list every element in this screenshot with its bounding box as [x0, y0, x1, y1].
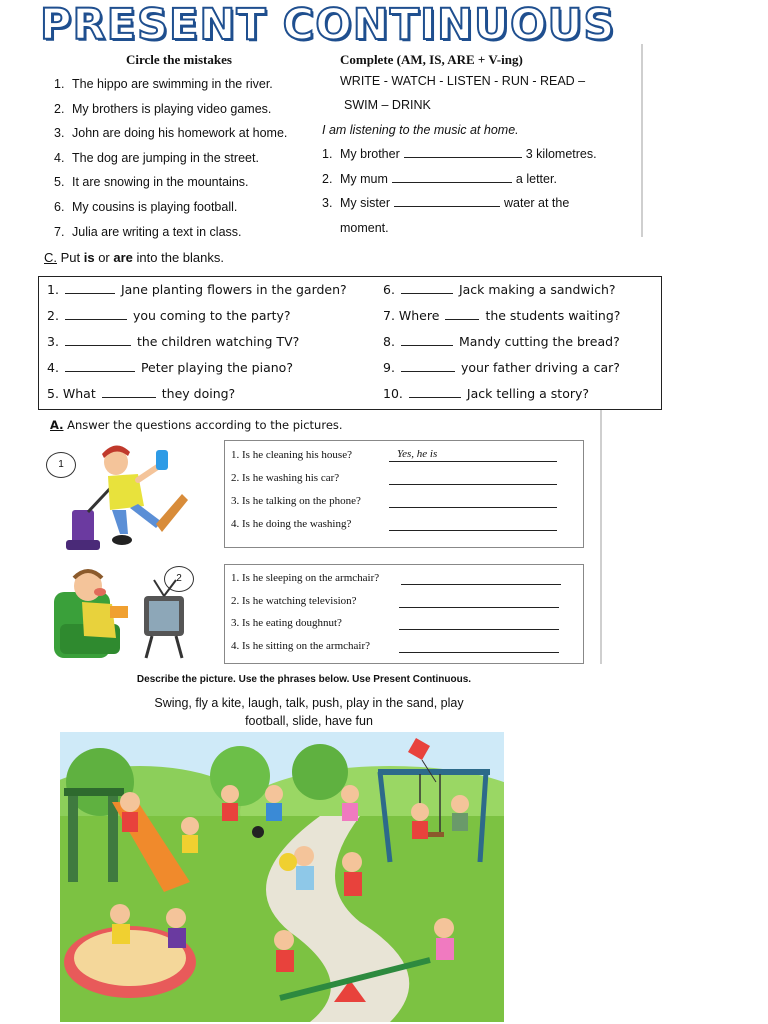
p2-answer-line-2[interactable]: [399, 607, 559, 608]
mistake-item: [54, 121, 287, 146]
answer-blank[interactable]: [65, 360, 135, 372]
complete-item: [322, 195, 597, 220]
p1-answer-line-1[interactable]: [389, 461, 557, 462]
p2-answer-line-3[interactable]: [399, 629, 559, 630]
p1-answer-line-4[interactable]: [389, 530, 557, 531]
item-text[interactable]: It are snowing in the mountains.: [72, 175, 249, 190]
item-rest: Peter playing the piano?: [140, 360, 293, 375]
p2-question-3: 3. Is he eating doughnut?: [231, 617, 342, 629]
section-c-letter: C.: [44, 250, 57, 265]
word-are: are: [113, 250, 133, 265]
circle-mistakes-heading: Circle the mistakes: [126, 52, 232, 67]
verbs-line-1: WRITE - WATCH - LISTEN - RUN - READ –: [340, 74, 586, 88]
item-text[interactable]: Julia are writing a text in class.: [72, 224, 242, 239]
is-are-item: [47, 308, 291, 323]
item-rest: 3 kilometres.: [525, 147, 597, 161]
item-prefix: 8.: [383, 334, 395, 349]
is-are-item: [383, 334, 620, 349]
item-prefix: 5. What: [47, 386, 96, 401]
is-are-exercise-box: [38, 276, 662, 410]
p1-question-2: 2. Is he washing his car?: [231, 472, 340, 484]
item-text[interactable]: The hippo are swimming in the river.: [72, 77, 273, 91]
p2-answer-line-1[interactable]: [401, 584, 561, 585]
item-subject: My brother: [340, 147, 400, 161]
item-rest: Jack telling a story?: [466, 386, 590, 401]
item-prefix: 9.: [383, 360, 395, 375]
answer-blank[interactable]: [394, 195, 500, 207]
p1-question-3: 3. Is he talking on the phone?: [231, 495, 361, 507]
is-are-item: [383, 386, 589, 401]
phrases-box: [150, 694, 468, 730]
mistake-item: [54, 170, 287, 195]
item-rest: water at the: [504, 196, 570, 211]
phrases-line-2: football, slide, have fun: [245, 714, 373, 728]
complete-item: [322, 171, 597, 196]
picture-1-questions: [224, 440, 584, 548]
complete-list: [322, 146, 597, 220]
item-rest: Mandy cutting the bread?: [458, 334, 620, 349]
phrases-line-1: Swing, fly a kite, laugh, talk, push, play in the sand, play: [154, 696, 464, 710]
item-number: 1.: [54, 77, 65, 91]
item-subject: My sister: [340, 196, 390, 211]
p1-question-4: 4. Is he doing the washing?: [231, 518, 352, 530]
section-a-instruction: [50, 418, 343, 432]
item-prefix: 2.: [47, 308, 59, 323]
item-text[interactable]: The dog are jumping in the street.: [72, 150, 259, 165]
answer-blank[interactable]: [102, 386, 156, 398]
p1-question-1: 1. Is he cleaning his house?: [231, 449, 352, 461]
section-a-text: Answer the questions according to the pictures.: [63, 418, 343, 432]
section-c-text-1: Put: [57, 250, 84, 265]
item-prefix: 4.: [47, 360, 59, 375]
answer-blank[interactable]: [404, 146, 522, 158]
item-rest: the children watching TV?: [136, 334, 300, 349]
item-number: 6.: [54, 199, 65, 214]
picture-number-2: 2: [164, 566, 194, 592]
item-rest: the students waiting?: [485, 308, 621, 323]
item-number: 2.: [54, 101, 65, 116]
item-text[interactable]: John are doing his homework at home.: [72, 126, 288, 141]
item-number: 3.: [54, 126, 65, 141]
section-divider: [641, 44, 643, 237]
item-subject: My mum: [340, 171, 388, 186]
answer-blank[interactable]: [65, 308, 127, 320]
playground-illustration: [60, 732, 504, 1022]
is-are-item: [47, 360, 293, 375]
p2-question-1: 1. Is he sleeping on the armchair?: [231, 572, 380, 584]
section-c-text-2: or: [94, 250, 114, 265]
item-text[interactable]: My brothers is playing video games.: [72, 101, 272, 116]
item-prefix: 10.: [383, 386, 403, 401]
p2-answer-line-4[interactable]: [399, 652, 559, 653]
item-number: 1.: [322, 147, 333, 161]
is-are-item: [47, 334, 299, 349]
answer-blank[interactable]: [65, 334, 131, 346]
item-rest: Jack making a sandwich?: [458, 282, 616, 297]
is-are-item: [47, 282, 347, 297]
item-number: 4.: [54, 150, 65, 165]
answer-blank[interactable]: [65, 282, 115, 294]
picture-2-questions: [224, 564, 584, 664]
word-is: is: [83, 250, 95, 265]
mistake-item: [54, 220, 287, 245]
answer-blank[interactable]: [409, 386, 461, 398]
answer-blank[interactable]: [392, 171, 512, 183]
section-a-divider: [600, 410, 602, 664]
mistake-item: [54, 72, 287, 97]
answer-blank[interactable]: [445, 308, 479, 320]
answer-blank[interactable]: [401, 282, 453, 294]
mistakes-list: [54, 72, 287, 244]
item-prefix: 7. Where: [383, 308, 440, 323]
item-rest: you coming to the party?: [132, 308, 291, 323]
p2-question-2: 2. Is he watching television?: [231, 595, 357, 607]
is-are-item: [47, 386, 235, 401]
verbs-line-2: SWIM – DRINK: [344, 98, 431, 112]
section-c-text-3: into the blanks.: [132, 250, 224, 265]
cleaning-man-illustration: [58, 440, 196, 555]
is-are-item: [383, 360, 620, 375]
p1-answer-line-2[interactable]: [389, 484, 557, 485]
describe-instruction: Describe the picture. Use the phrases below. Use Present Continuous.: [136, 674, 472, 685]
item-prefix: 3.: [47, 334, 59, 349]
item-number: 7.: [54, 224, 65, 239]
is-are-item: [383, 282, 616, 297]
mistake-item: [54, 97, 287, 122]
mistake-item: [54, 195, 287, 220]
item-prefix: 6.: [383, 282, 395, 297]
p1-example-answer: Yes, he is: [397, 448, 438, 460]
example-sentence: I am listening to the music at home.: [322, 123, 519, 137]
section-a-letter: A.: [50, 418, 64, 432]
item-rest: a letter.: [515, 171, 557, 186]
answer-blank[interactable]: [401, 334, 453, 346]
p1-answer-line-3[interactable]: [389, 507, 557, 508]
complete-item3-continuation: moment.: [340, 221, 389, 235]
picture-number-1: 1: [46, 452, 76, 478]
section-c-instruction: [44, 250, 224, 265]
complete-heading: Complete (AM, IS, ARE + V-ing): [340, 52, 523, 67]
is-are-item: [383, 308, 620, 323]
complete-item: [322, 146, 597, 171]
mistake-item: [54, 146, 287, 171]
answer-blank[interactable]: [401, 360, 455, 372]
item-rest: they doing?: [161, 386, 236, 401]
worksheet-title: PRESENT CONTINUOUS: [40, 0, 616, 50]
item-number: 3.: [322, 196, 333, 211]
item-number: 2.: [322, 171, 333, 186]
item-rest: Jane planting flowers in the garden?: [120, 282, 347, 297]
p2-question-4: 4. Is he sitting on the armchair?: [231, 640, 370, 652]
item-text[interactable]: My cousins is playing football.: [72, 199, 238, 214]
item-number: 5.: [54, 175, 65, 190]
item-rest: your father driving a car?: [460, 360, 620, 375]
item-prefix: 1.: [47, 282, 59, 297]
